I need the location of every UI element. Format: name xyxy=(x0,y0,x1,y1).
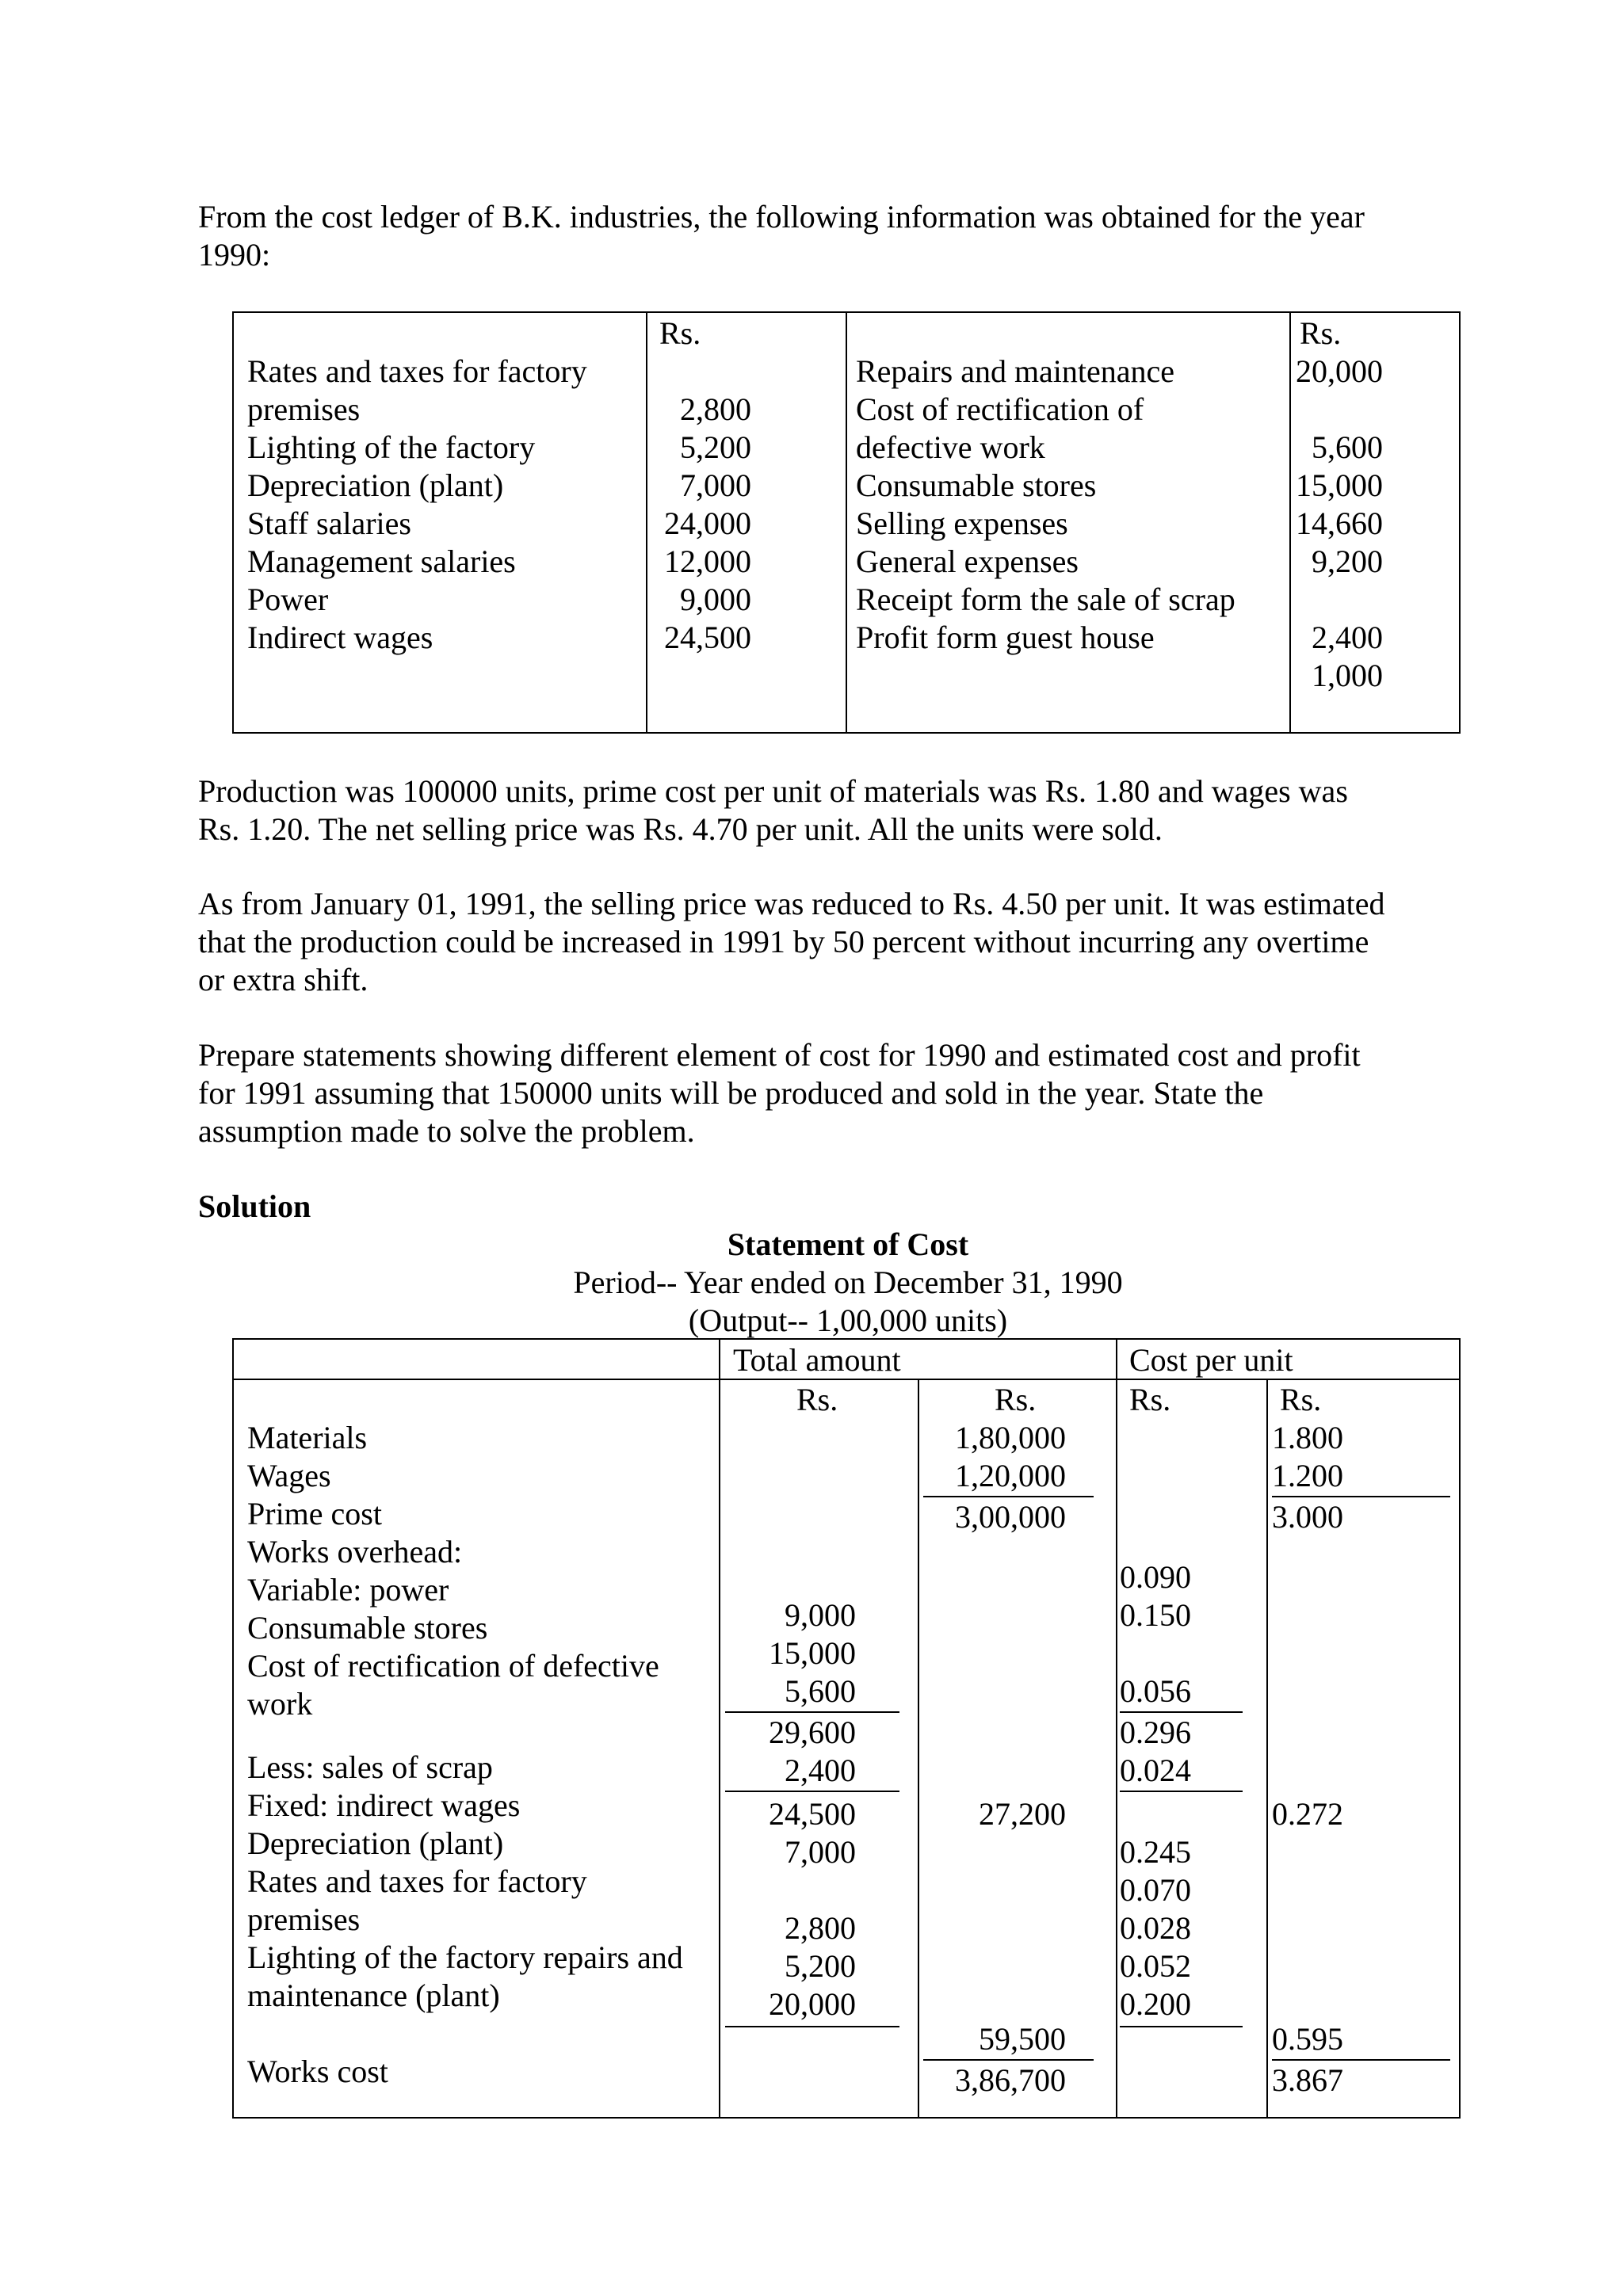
ledger-left-item: Indirect wages xyxy=(247,620,433,655)
ledger-left-item: Lighting of the factory xyxy=(247,429,536,465)
ledger-right-item: Receipt form the sale of scrap xyxy=(856,582,1235,617)
col4-rule-1 xyxy=(1272,1496,1450,1497)
statement-title: Statement of Cost xyxy=(727,1226,969,1262)
ledger-right-amount: 2,400 xyxy=(1312,620,1383,655)
ledger-right-item: Cost of rectification of xyxy=(856,391,1144,427)
ledger-left-amount: 9,000 xyxy=(680,582,751,617)
ledger-right-amount: 15,000 xyxy=(1296,467,1383,503)
intro-line-2: 1990: xyxy=(198,237,271,273)
particular-item: Wages xyxy=(247,1458,331,1493)
ledger-left-amount: 24,500 xyxy=(664,620,751,655)
para1-line-2: Rs. 1.20. The net selling price was Rs. 4.70 per unit. All the units were sold. xyxy=(198,811,1163,847)
solution-heading: Solution xyxy=(198,1188,311,1224)
ledger-right-amount: 9,200 xyxy=(1312,543,1383,579)
col2-rule-2 xyxy=(923,2059,1094,2061)
particular-item: Variable: power xyxy=(247,1572,449,1608)
col4-rule-2 xyxy=(1272,2059,1450,2061)
particular-item: Depreciation (plant) xyxy=(247,1825,504,1861)
particular-item: Materials xyxy=(247,1420,368,1455)
col3-rates: 0.028 xyxy=(1120,1910,1191,1946)
particular-item: work xyxy=(247,1686,313,1722)
header-rs-col3: Rs. xyxy=(1129,1382,1171,1417)
ledger-right-amount: 20,000 xyxy=(1296,353,1383,389)
ledger-divider-2 xyxy=(846,311,847,734)
col4-variable-net: 0.272 xyxy=(1272,1796,1343,1832)
col4-materials: 1.800 xyxy=(1272,1420,1343,1455)
col3-rule-2 xyxy=(1120,1791,1243,1792)
particular-item: maintenance (plant) xyxy=(247,1978,500,2013)
col3-subtotal: 0.296 xyxy=(1120,1714,1191,1750)
ledger-divider-1 xyxy=(646,311,647,734)
particular-item: Lighting of the factory repairs and xyxy=(247,1939,683,1975)
col4-prime-cost: 3.000 xyxy=(1272,1499,1343,1535)
para2-line-2: that the production could be increased in 1991 by 50 percent without incurring any overtime xyxy=(198,924,1369,959)
ledger-left-item: premises xyxy=(247,391,361,427)
col3-rectification: 0.056 xyxy=(1120,1673,1191,1709)
col1-rule-3 xyxy=(725,2026,899,2027)
ledger-right-amount: 5,600 xyxy=(1312,429,1383,465)
para3-line-2: for 1991 assuming that 150000 units will be produced and sold in the year. State the xyxy=(198,1075,1264,1111)
col3-power: 0.090 xyxy=(1120,1559,1191,1595)
para3-line-1: Prepare statements showing different element of cost for 1990 and estimated cost and profit xyxy=(198,1037,1361,1073)
col1-rule-2 xyxy=(725,1791,899,1792)
col3-depreciation: 0.070 xyxy=(1120,1872,1191,1908)
col3-indirect-wages: 0.245 xyxy=(1120,1834,1191,1870)
col1-lighting: 5,200 xyxy=(785,1948,856,1984)
particular-works-cost: Works cost xyxy=(247,2054,388,2089)
col1-rule-1 xyxy=(725,1711,899,1713)
ledger-right-item: defective work xyxy=(856,429,1045,465)
col1-subtotal: 29,600 xyxy=(769,1714,856,1750)
col1-depreciation: 7,000 xyxy=(785,1834,856,1870)
col1-scrap: 2,400 xyxy=(785,1753,856,1788)
para1-line-1: Production was 100000 units, prime cost per unit of materials was Rs. 1.80 and wages was xyxy=(198,773,1348,809)
cost-divider-4 xyxy=(1266,1379,1268,2119)
ledger-right-amounts-lower xyxy=(1292,619,1383,695)
header-rs-col4: Rs. xyxy=(1280,1382,1322,1417)
col1-stores: 15,000 xyxy=(769,1635,856,1671)
ledger-right-item: General expenses xyxy=(856,543,1079,579)
para3-line-3: assumption made to solve the problem. xyxy=(198,1113,695,1149)
col1-rectification: 5,600 xyxy=(785,1673,856,1709)
col4-wages: 1.200 xyxy=(1272,1458,1343,1493)
ledger-left-amount: 2,800 xyxy=(680,391,751,427)
header-rs-col2: Rs. xyxy=(995,1382,1037,1417)
col3-lighting: 0.052 xyxy=(1120,1948,1191,1984)
ledger-rs-right: Rs. xyxy=(1300,315,1342,351)
ledger-right-item: Consumable stores xyxy=(856,467,1097,503)
para2-line-1: As from January 01, 1991, the selling price was reduced to Rs. 4.50 per unit. It was estimated xyxy=(198,886,1385,921)
col4-fixed-total: 0.595 xyxy=(1272,2021,1343,2057)
col1-repairs: 20,000 xyxy=(769,1986,856,2022)
header-cost-per-unit: Cost per unit xyxy=(1129,1342,1293,1378)
ledger-right-item: Repairs and maintenance xyxy=(856,353,1175,389)
ledger-right-item: Selling expenses xyxy=(856,505,1068,541)
ledger-left-item: Depreciation (plant) xyxy=(247,467,504,503)
col2-rule-1 xyxy=(923,1496,1094,1497)
ledger-divider-3 xyxy=(1289,311,1291,734)
statement-output: (Output-- 1,00,000 units) xyxy=(688,1302,1008,1338)
col3-scrap: 0.024 xyxy=(1120,1753,1191,1788)
particular-item: Prime cost xyxy=(247,1496,382,1531)
particular-item: Cost of rectification of defective xyxy=(247,1648,659,1684)
statement-period: Period-- Year ended on December 31, 1990 xyxy=(573,1264,1123,1300)
col3-repairs: 0.200 xyxy=(1120,1986,1191,2022)
cost-divider-2 xyxy=(918,1379,919,2119)
particular-item: Rates and taxes for factory xyxy=(247,1863,587,1899)
ledger-left-amount: 5,200 xyxy=(680,429,751,465)
ledger-left-item: Staff salaries xyxy=(247,505,411,541)
particular-item: Less: sales of scrap xyxy=(247,1749,493,1785)
header-total-amount: Total amount xyxy=(733,1342,901,1378)
particular-item: premises xyxy=(247,1901,361,1937)
cost-divider-3 xyxy=(1116,1338,1117,2119)
col2-materials: 1,80,000 xyxy=(955,1420,1066,1455)
ledger-left-item: Rates and taxes for factory xyxy=(247,353,587,389)
col4-works-cost: 3.867 xyxy=(1272,2062,1343,2098)
col1-power: 9,000 xyxy=(785,1597,856,1633)
intro-line-1: From the cost ledger of B.K. industries, the following information was obtained for the year xyxy=(198,199,1365,235)
ledger-right-item: Profit form guest house xyxy=(856,620,1155,655)
para2-line-3: or extra shift. xyxy=(198,962,369,997)
ledger-right-amounts xyxy=(1292,429,1383,581)
ledger-right-items xyxy=(856,353,1235,657)
ledger-rs-left: Rs. xyxy=(659,315,701,351)
ledger-left-amount: 7,000 xyxy=(680,467,751,503)
col2-works-cost: 3,86,700 xyxy=(955,2062,1066,2098)
particulars-lower xyxy=(247,1749,683,2015)
particular-item: Consumable stores xyxy=(247,1610,488,1646)
cost-divider-1 xyxy=(719,1338,720,2119)
ledger-right-amount: 1,000 xyxy=(1312,658,1383,693)
ledger-left-item: Management salaries xyxy=(247,543,516,579)
col2-wages: 1,20,000 xyxy=(955,1458,1066,1493)
ledger-left-amount: 24,000 xyxy=(664,505,751,541)
header-rs-col1: Rs. xyxy=(796,1382,838,1417)
col2-variable-net: 27,200 xyxy=(979,1796,1066,1832)
ledger-left-amount: 12,000 xyxy=(664,543,751,579)
col3-stores: 0.150 xyxy=(1120,1597,1191,1633)
particulars-upper xyxy=(247,1419,659,1723)
ledger-right-amount: 14,660 xyxy=(1296,505,1383,541)
ledger-left-item: Power xyxy=(247,582,329,617)
ledger-left-amounts xyxy=(650,391,751,657)
ledger-left-items xyxy=(247,353,587,657)
col1-indirect-wages: 24,500 xyxy=(769,1796,856,1832)
col2-fixed-total: 59,500 xyxy=(979,2021,1066,2057)
col2-prime-cost: 3,00,000 xyxy=(955,1499,1066,1535)
particular-item: Fixed: indirect wages xyxy=(247,1787,521,1823)
col3-rule-1 xyxy=(1120,1711,1243,1713)
col3-rule-3 xyxy=(1120,2026,1243,2027)
particular-item: Works overhead: xyxy=(247,1534,463,1569)
col1-rates: 2,800 xyxy=(785,1910,856,1946)
